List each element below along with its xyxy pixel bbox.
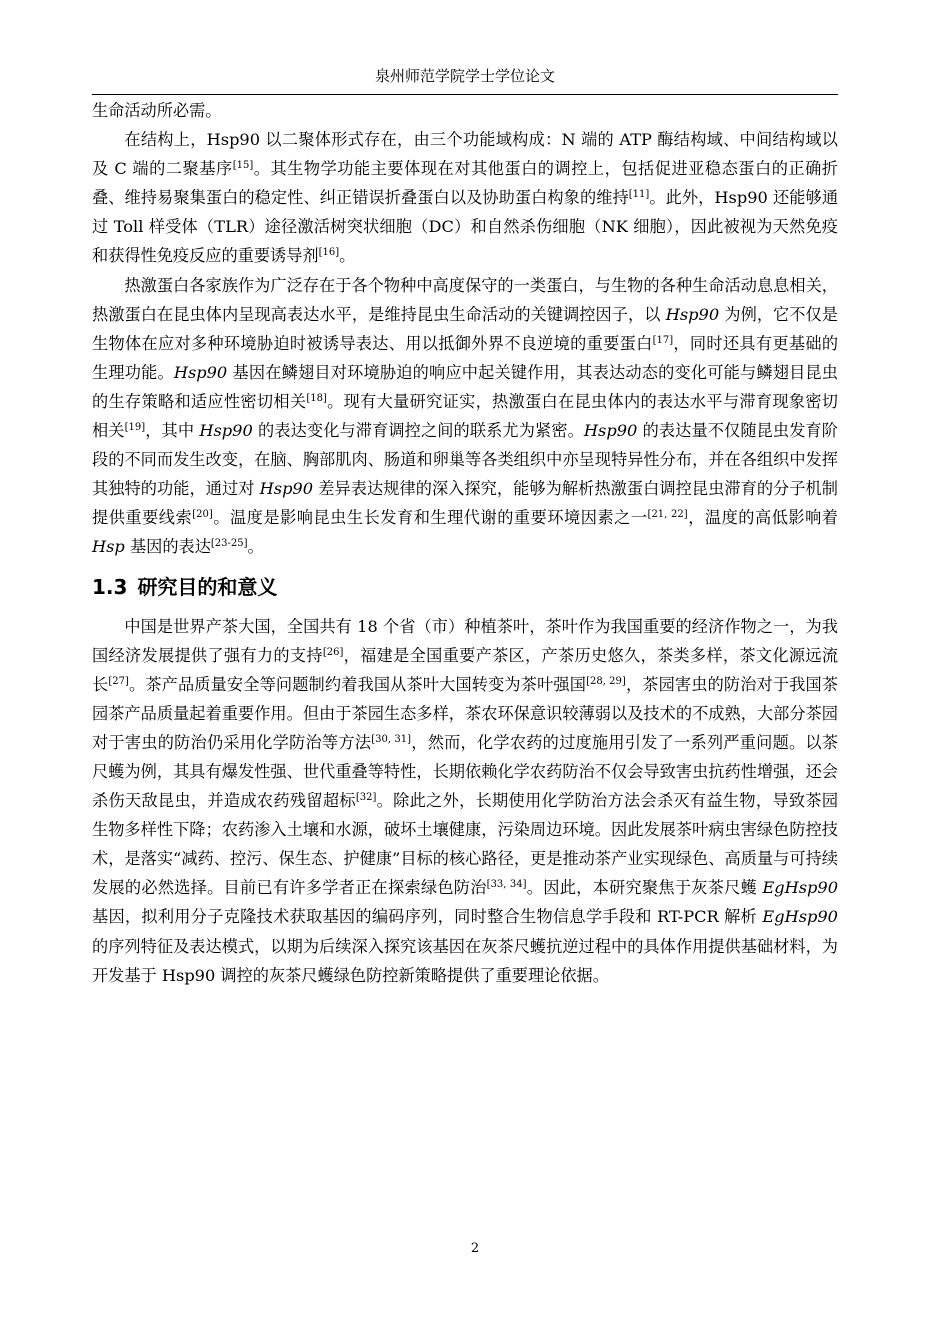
italic-term: EgHsp90 <box>762 907 838 927</box>
text-run: 在结构上，Hsp90 以二聚体形式存在，由三个功能域构成：N 端的 ATP 酶结构域、中间结构域以及 C 端的二聚基序 <box>92 130 838 179</box>
paragraph <box>92 96 838 125</box>
section-heading <box>92 572 838 602</box>
text-run: 基因的表达 <box>124 537 211 557</box>
text-run: 中国是世界产茶大国，全国共有 18 个省（市）种植茶叶，茶叶作为我国重要的经济作物之一，为我国经济发展提供了强有力的支持 <box>92 616 838 665</box>
header-rule <box>92 94 838 95</box>
paragraph <box>92 612 838 990</box>
citation: [28, 29] <box>586 675 626 687</box>
italic-term: Hsp90 <box>173 362 228 382</box>
text-run: 。因此，本研究聚焦于灰茶尺蠖 <box>526 878 763 898</box>
paragraph <box>92 271 838 562</box>
text-run: 。茶产品质量安全等问题制约着我国从茶叶大国转变为茶叶强国 <box>128 674 587 694</box>
text-run: 的表达变化与滞育调控之间的联系尤为紧密。 <box>252 421 584 441</box>
text-run: ，茶园害虫的防治对于我国茶园茶产品质量起着重要作用。但由于茶园生态多样，茶农环保意识较薄弱以及技术的不成熟，大部分茶园对于害虫的防治仍采用化学防治等方法 <box>92 674 839 752</box>
citation: [20] <box>192 509 213 521</box>
citation: [18] <box>306 392 327 404</box>
citation: [32] <box>355 792 377 804</box>
italic-term: Hsp <box>92 537 125 557</box>
text-run: 。温度是影响昆虫生长发育和生理代谢的重要环境因素之一 <box>212 508 648 528</box>
text-run: 。除此之外，长期使用化学防治方法会杀灭有益生物，导致茶园生物多样性下降；农药渗入土壤和水源，破坏土壤健康，污染周边环境。因此发展茶叶病虫害绿色防控技术，是落实“减药、控污、保生态、护健康”目标的核心路径，更是推动茶产业实现绿色、高质量与可持续发展的必然选择。目前已有许多学者正在探索绿色防治 <box>92 791 839 898</box>
citation: [21, 22] <box>647 509 688 521</box>
text-run: ，其中 <box>145 421 200 441</box>
text-run: 的序列特征及表达模式，以期为后续深入探究该基因在灰茶尺蠖抗逆过程中的具体作用提供基础材料，为开发基于 Hsp90 调控的灰茶尺蠖绿色防控新策略提供了重要理论依据。 <box>92 936 838 985</box>
text-run: 差异表达规律的深入探究，能够为解析热激蛋白调控昆虫滞育的分子机制提供重要线索 <box>92 479 838 528</box>
text-run: 。 <box>247 537 264 557</box>
text-run: 。其生物学功能主要体现在对其他蛋白的调控上，包括促进亚稳态蛋白的正确折叠、维持易聚集蛋白的稳定性、纠正错误折叠蛋白以及协助蛋白构象的维持 <box>92 159 838 208</box>
citation: [15] <box>232 160 254 172</box>
body-text <box>92 96 838 990</box>
text-run: ，福建是全国重要产茶区，产茶历史悠久，茶类多样，茶文化源远流长 <box>92 645 839 694</box>
text-run: ，然而，化学农药的过度施用引发了一系列严重问题。以茶尺蠖为例，其具有爆发性强、世代重叠等特性，长期依赖化学农药防治不仅会导致害虫抗药性增强，还会杀伤天敌昆虫，并造成农药残留超标 <box>92 732 839 811</box>
citation: [23-25] <box>210 538 248 550</box>
italic-term: Hsp90 <box>259 479 314 499</box>
italic-term: Hsp90 <box>583 421 638 441</box>
text-run: 为例，它不仅是生物体在应对多种环境胁迫时被诱导表达、用以抵御外界不良逆境的重要蛋白 <box>92 304 838 353</box>
text-run: ，温度的高低影响着 <box>687 508 838 528</box>
section-number: 1.3 <box>92 574 128 599</box>
text-run: 基因在鳞翅目对环境胁迫的响应中起关键作用，其表达动态的变化可能与鳞翅目昆虫的生存策略和适应性密切相关 <box>92 362 838 411</box>
text-run: 。 <box>339 246 356 266</box>
citation: [16] <box>318 247 340 259</box>
section-title: 研究目的和意义 <box>137 574 278 599</box>
intro-paragraphs <box>92 96 838 562</box>
citation: [26] <box>322 646 344 658</box>
citation: [19] <box>124 422 146 434</box>
citation: [27] <box>108 675 129 687</box>
text-run: 的表达量不仅随昆虫发育阶段的不同而发生改变，在脑、胸部肌肉、肠道和卵巢等各类组织中亦呈现特异性分布，并在各组织中发挥其独特的功能，通过对 <box>92 421 838 499</box>
text-run: 生命活动所必需。 <box>92 101 222 120</box>
citation: [30, 31] <box>371 733 412 745</box>
running-head-title: 泉州师范学院学士学位论文 <box>374 67 555 85</box>
paragraph <box>92 125 838 270</box>
text-run: ，同时还具有更基础的生理功能。 <box>92 333 839 382</box>
text-run: 基因，拟利用分子克隆技术获取基因的编码序列，同时整合生物信息学手段和 RT-PCR 解析 <box>92 907 763 927</box>
italic-term: EgHsp90 <box>762 878 839 898</box>
text-run: 热激蛋白各家族作为广泛存在于各个物种中高度保守的一类蛋白，与生物的各种生命活动息息相关，热激蛋白在昆虫体内呈现高表达水平，是维持昆虫生命活动的关键调控因子，以 <box>92 275 838 324</box>
page-number: 2 <box>470 1241 480 1256</box>
text-run: 。此外，Hsp90 还能够通过 Toll 样受体（TLR）途径激活树突状细胞（DC）和自然杀伤细胞（NK 细胞），因此被视为天然免疫和获得性免疫反应的重要诱导剂 <box>92 188 839 266</box>
text-run: 。现有大量研究证实，热激蛋白在昆虫体内的表达水平与滞育现象密切相关 <box>92 391 838 441</box>
citation: [33, 34] <box>486 879 527 891</box>
italic-term: Hsp90 <box>665 304 720 324</box>
citation: [11] <box>628 189 650 201</box>
section-paragraphs <box>92 612 838 990</box>
italic-term: Hsp90 <box>199 421 253 441</box>
citation: [17] <box>652 334 674 346</box>
